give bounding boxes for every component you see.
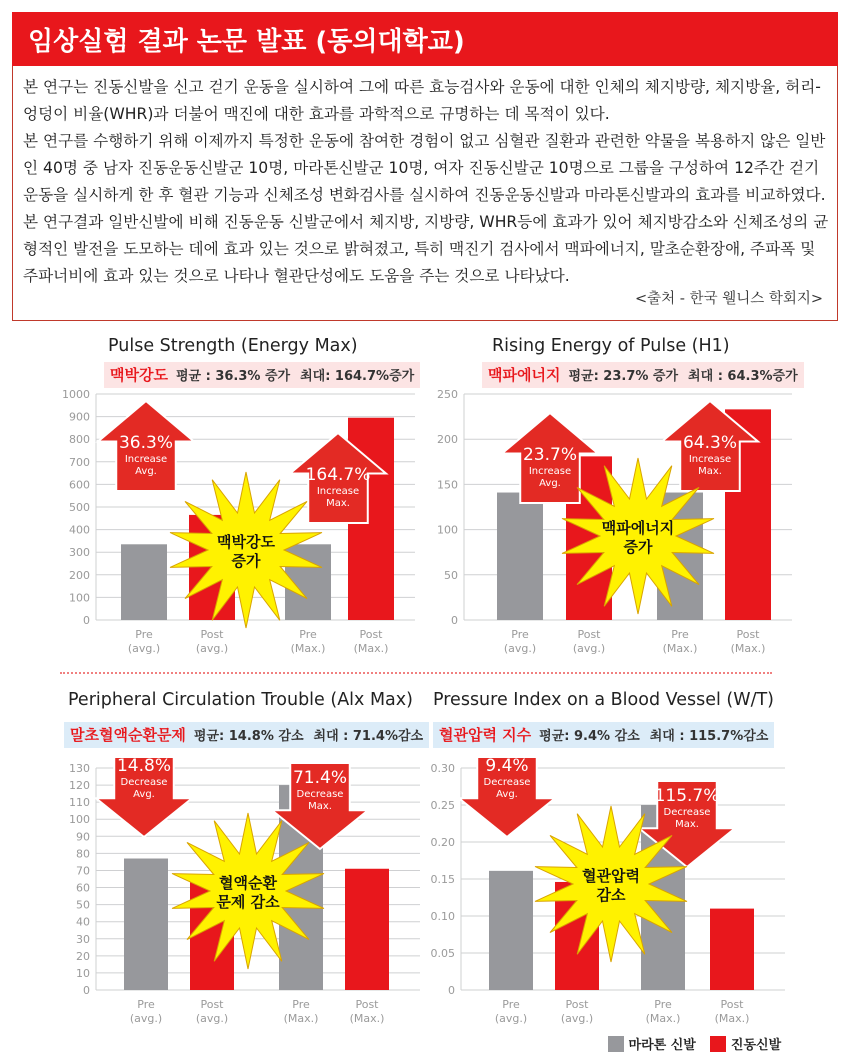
- y-tick-label: 130: [69, 762, 90, 775]
- arrow-label: Decrease: [663, 807, 711, 818]
- x-tick-line: Post: [200, 998, 224, 1011]
- x-tick-line: (avg.): [195, 642, 229, 655]
- x-tick-line: (Max.): [283, 1012, 319, 1025]
- y-tick-label: 800: [69, 433, 90, 447]
- arrow-label: Max.: [308, 801, 332, 812]
- x-tick-label: [495, 998, 527, 1025]
- plot-area: [425, 758, 785, 1028]
- y-tick-label: 250: [437, 388, 458, 401]
- x-tick-line: Pre: [671, 628, 689, 641]
- chart-pressure-index: [425, 688, 785, 1028]
- y-tick-label: 200: [69, 568, 90, 582]
- x-tick-label: [731, 628, 766, 655]
- x-tick-line: Post: [355, 998, 379, 1011]
- x-tick-line: (Max.): [662, 642, 698, 655]
- title-bar: [12, 12, 838, 66]
- y-tick-label: 200: [437, 433, 458, 447]
- subtitle-max: 최대 : 64.3%증가: [688, 369, 798, 384]
- y-tick-label: 30: [76, 932, 90, 946]
- chart-subtitle: [104, 362, 420, 388]
- chart-title: Rising Energy of Pulse (H1): [492, 336, 730, 356]
- chart-title: Pulse Strength (Energy Max): [108, 336, 358, 356]
- y-tick-label: 70: [76, 864, 90, 878]
- chart-title: Pressure Index on a Blood Vessel (W/T): [433, 690, 774, 710]
- bar: [121, 544, 167, 620]
- burst-label: 맥박강도: [217, 533, 275, 551]
- y-tick-label: 110: [69, 796, 90, 810]
- x-tick-line: (Max.): [730, 642, 766, 655]
- decrease-arrow: [96, 758, 192, 837]
- x-tick-label: [128, 628, 160, 655]
- y-tick-label: 60: [76, 881, 90, 895]
- arrow-percent: 64.3%: [682, 433, 738, 453]
- decrease-arrow: [459, 758, 555, 837]
- subtitle-key: 말초혈액순환문제: [70, 726, 186, 744]
- arrow-percent: 71.4%: [292, 768, 348, 788]
- x-tick-line: (avg.): [572, 642, 606, 655]
- arrow-percent: 9.4%: [485, 758, 529, 776]
- increase-arrow: [98, 401, 194, 491]
- x-tick-line: (avg.): [127, 642, 161, 655]
- subtitle-key: 맥파에너지: [488, 366, 561, 384]
- x-tick-line: Pre: [299, 628, 317, 641]
- x-tick-line: (Max.): [290, 642, 326, 655]
- x-tick-line: (avg.): [195, 1012, 229, 1025]
- x-tick-label: [354, 628, 389, 655]
- x-tick-label: [646, 998, 681, 1025]
- legend: [608, 1034, 791, 1052]
- y-tick-label: 80: [76, 847, 90, 861]
- x-tick-label: [196, 998, 228, 1025]
- arrow-percent: 115.7%: [654, 786, 720, 806]
- x-tick-line: (Max.): [645, 1012, 681, 1025]
- y-tick-label: 0: [83, 984, 90, 997]
- y-tick-label: 0.10: [430, 910, 455, 923]
- x-tick-label: [715, 998, 750, 1025]
- x-tick-label: [284, 998, 319, 1025]
- x-tick-line: (avg.): [129, 1012, 163, 1025]
- subtitle-max: 최대 : 115.7%감소: [649, 729, 769, 744]
- x-tick-line: Pre: [137, 998, 155, 1011]
- x-tick-line: (avg.): [560, 1012, 594, 1025]
- burst-label: 맥파에너지: [601, 519, 675, 537]
- burst-label: 증가: [623, 538, 653, 556]
- y-tick-label: 0.05: [430, 947, 455, 960]
- y-tick-label: 50: [444, 568, 458, 582]
- legend-label-gray: 마라톤 신발: [628, 1038, 696, 1053]
- arrow-label: Avg.: [496, 789, 518, 800]
- arrow-label: Max.: [698, 466, 722, 477]
- y-tick-label: 40: [76, 915, 90, 929]
- y-tick-label: 0.20: [430, 836, 455, 849]
- arrow-label: Increase: [316, 486, 360, 497]
- x-tick-line: Pre: [654, 998, 672, 1011]
- y-tick-label: 400: [69, 523, 90, 537]
- y-tick-label: 0: [83, 614, 90, 627]
- chart-peripheral-circulation: [60, 688, 424, 1028]
- x-tick-label: [663, 628, 698, 655]
- x-tick-line: (Max.): [714, 1012, 750, 1025]
- y-tick-label: 1000: [62, 388, 90, 401]
- legend-label-red: 진동신발: [730, 1038, 782, 1053]
- arrow-label: Increase: [124, 454, 168, 465]
- arrow-label: Max.: [326, 498, 350, 509]
- subtitle-key: 맥박강도: [110, 366, 168, 384]
- subtitle-max: 최대: 164.7%증가: [300, 369, 415, 384]
- legend-swatch-gray: [608, 1036, 624, 1052]
- y-tick-label: 300: [69, 546, 90, 560]
- y-tick-label: 50: [76, 898, 90, 912]
- x-tick-line: Post: [736, 628, 760, 641]
- y-tick-label: 600: [69, 478, 90, 492]
- bar: [710, 909, 754, 990]
- x-tick-line: Pre: [292, 998, 310, 1011]
- x-tick-line: Post: [359, 628, 383, 641]
- bar: [497, 493, 543, 620]
- x-tick-line: (avg.): [503, 642, 537, 655]
- y-tick-label: 120: [69, 779, 90, 793]
- plot-area: [60, 758, 420, 1028]
- burst-label: 혈관압력: [582, 867, 640, 885]
- chart-rising-energy: [432, 334, 798, 664]
- arrow-percent: 36.3%: [118, 433, 174, 453]
- x-tick-label: [573, 628, 605, 655]
- x-tick-line: Pre: [502, 998, 520, 1011]
- x-tick-label: [291, 628, 326, 655]
- section-divider: [60, 672, 772, 674]
- x-tick-label: [350, 998, 385, 1025]
- arrow-label: Avg.: [539, 478, 561, 489]
- subtitle-avg: 평균 : 36.3% 증가: [175, 369, 291, 384]
- y-tick-label: 0: [448, 984, 455, 997]
- arrow-label: Increase: [528, 466, 572, 477]
- chart-pulse-strength: [60, 334, 415, 664]
- y-tick-label: 700: [69, 455, 90, 469]
- burst-label: 증가: [231, 552, 261, 570]
- y-tick-label: 90: [76, 830, 90, 844]
- subtitle-max: 최대 : 71.4%감소: [313, 729, 424, 744]
- arrow-label: Decrease: [296, 789, 344, 800]
- arrow-percent: 164.7%: [305, 465, 371, 485]
- y-tick-label: 150: [437, 478, 458, 492]
- bar: [489, 871, 533, 990]
- y-tick-label: 0: [451, 614, 458, 627]
- x-tick-label: [196, 628, 228, 655]
- page-title: 임상실험 결과 논문 발표 (동의대학교): [28, 27, 465, 57]
- y-tick-label: 100: [69, 813, 90, 827]
- legend-item-red: [710, 1034, 781, 1053]
- burst-label: 혈액순환: [219, 874, 277, 892]
- subtitle-avg: 평균: 23.7% 증가: [568, 369, 679, 384]
- abstract-box: [12, 66, 838, 321]
- subtitle-avg: 평균: 14.8% 감소: [193, 729, 304, 744]
- plot-area: [432, 388, 792, 664]
- legend-swatch-red: [710, 1036, 726, 1052]
- arrow-label: Increase: [688, 454, 732, 465]
- y-tick-label: 500: [69, 501, 90, 514]
- x-tick-line: (Max.): [349, 1012, 385, 1025]
- arrow-percent: 14.8%: [116, 758, 172, 776]
- x-tick-label: [130, 998, 162, 1025]
- arrow-label: Decrease: [483, 777, 531, 788]
- y-tick-label: 0.25: [430, 799, 455, 812]
- burst-label: 감소: [596, 886, 626, 904]
- x-tick-line: Pre: [135, 628, 153, 641]
- x-tick-label: [561, 998, 593, 1025]
- x-tick-line: Post: [577, 628, 601, 641]
- abstract-paragraph-1: 본 연구는 진동신발을 신고 걷기 운동을 실시하여 그에 따른 효능검사와 운동에 대한 인체의 체지방량, 체지방율, 허리-엉덩이 비율(WHR)과 더불어 맥진에 대한 효과를 과학적으로 규명하는 데 목적이 있다.: [23, 78, 821, 123]
- y-tick-label: 0.30: [430, 762, 455, 775]
- arrow-percent: 23.7%: [522, 445, 578, 465]
- y-tick-label: 100: [69, 591, 90, 605]
- bar: [124, 859, 168, 990]
- x-tick-line: Post: [720, 998, 744, 1011]
- bar: [345, 869, 389, 990]
- y-tick-label: 0.15: [430, 873, 455, 886]
- x-tick-line: Pre: [511, 628, 529, 641]
- subtitle-key: 혈관압력 지수: [439, 726, 532, 744]
- y-tick-label: 20: [76, 949, 90, 963]
- y-tick-label: 100: [437, 523, 458, 537]
- x-tick-line: Post: [200, 628, 224, 641]
- arrow-label: Max.: [675, 819, 699, 830]
- chart-title: Peripheral Circulation Trouble (Alx Max): [68, 690, 413, 710]
- arrow-label: Avg.: [135, 466, 157, 477]
- x-tick-line: Post: [565, 998, 589, 1011]
- source-citation: <출처 - 한국 웰니스 학회지>: [634, 291, 823, 307]
- subtitle-avg: 평균: 9.4% 감소: [539, 729, 640, 744]
- plot-area: [60, 388, 415, 664]
- x-tick-label: [504, 628, 536, 655]
- arrow-label: Avg.: [133, 789, 155, 800]
- chart-subtitle: [482, 362, 804, 388]
- y-tick-label: 900: [69, 410, 90, 424]
- x-tick-line: (avg.): [494, 1012, 528, 1025]
- abstract-paragraph-2: 본 연구를 수행하기 위해 이제까지 특정한 운동에 참여한 경험이 없고 심혈관 질환과 관련한 약물을 복용하지 않은 일반인 40명 중 남자 진동운동신발군 10명, 마라톤신발군 10명, 여자 진동신발군 10명으로 그룹을 구성하여 12주간 걷기운동을 실시하게 한 후 혈관 기능과 신체조성 변화검사를 실시하여 진동운동신발과 마라톤신발과의 효과를 비교하였다. 본 연구결과 일반신발에 비해 진동운동 신발군에서 체지방, 지방량, WHR등에 효과가 있어 체지방감소와 신체조성의 균형적인 발전을 도모하는 데에 효과 있는 것으로 밝혀졌고, 특히 맥진기 검사에서 맥파에너지, 말초순환장애, 주파폭 및 주파너비에 효과 있는 것으로 나타나 혈관단성에도 도움을 주는 것으로 나타났다.: [23, 132, 829, 285]
- arrow-label: Decrease: [120, 777, 168, 788]
- y-tick-label: 10: [76, 966, 90, 980]
- burst-label: 문제 감소: [216, 893, 280, 911]
- chart-subtitle: [433, 722, 774, 748]
- legend-item-gray: [608, 1034, 696, 1053]
- chart-subtitle: [64, 722, 429, 748]
- x-tick-line: (Max.): [353, 642, 389, 655]
